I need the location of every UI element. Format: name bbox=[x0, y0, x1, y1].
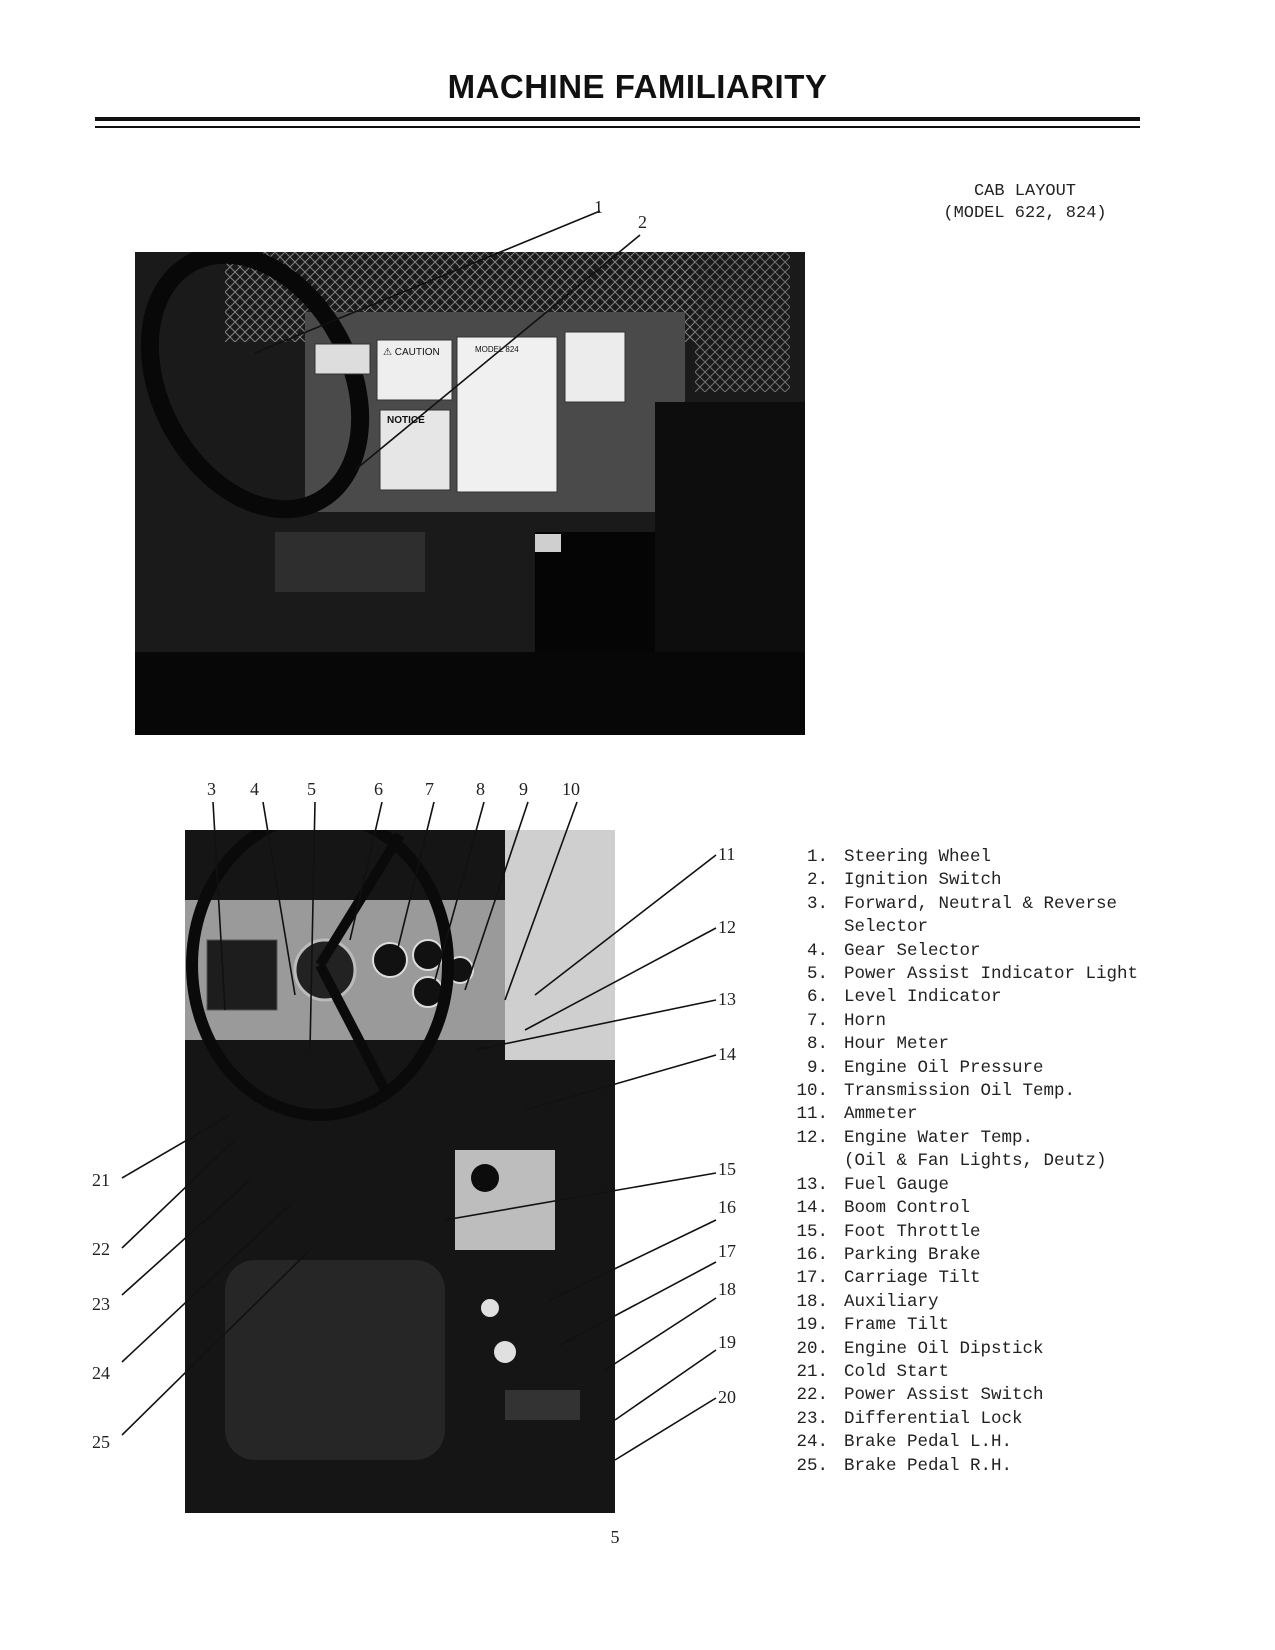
legend-number: 19. bbox=[796, 1315, 828, 1336]
legend-label: Foot Throttle bbox=[844, 1221, 981, 1242]
legend-label: Transmission Oil Temp. bbox=[844, 1081, 1076, 1102]
legend-row bbox=[770, 1408, 1138, 1431]
callout-21: 21 bbox=[92, 1170, 110, 1190]
legend-label: Ammeter bbox=[844, 1104, 918, 1125]
legend-number: 11. bbox=[796, 1104, 828, 1125]
callout-2: 2 bbox=[638, 212, 647, 232]
legend-label: Selector bbox=[844, 917, 929, 938]
legend-row bbox=[770, 1197, 1138, 1220]
legend-label: Frame Tilt bbox=[844, 1315, 950, 1336]
page-title: MACHINE FAMILIARITY bbox=[447, 68, 828, 105]
legend-number: 6. bbox=[806, 987, 828, 1008]
callout-6: 6 bbox=[374, 779, 383, 799]
legend-row bbox=[770, 1010, 1138, 1033]
legend-label: Engine Oil Dipstick bbox=[844, 1338, 1044, 1359]
legend-label: (Oil & Fan Lights, Deutz) bbox=[844, 1151, 1107, 1172]
legend-row bbox=[770, 1057, 1138, 1080]
legend-row bbox=[770, 1431, 1138, 1454]
callout-16: 16 bbox=[718, 1197, 736, 1217]
legend-number: 12. bbox=[796, 1127, 828, 1148]
caution-decal-text: ⚠ CAUTION bbox=[383, 347, 440, 358]
callout-22: 22 bbox=[92, 1239, 110, 1259]
callout-25: 25 bbox=[92, 1432, 110, 1452]
title-rule-thin bbox=[95, 126, 1140, 128]
legend-number: 20. bbox=[796, 1338, 828, 1359]
caption-line-1: CAB LAYOUT bbox=[973, 182, 1077, 201]
callout-8: 8 bbox=[476, 779, 485, 799]
legend-label: Auxiliary bbox=[844, 1291, 939, 1312]
legend-number: 21. bbox=[796, 1361, 828, 1382]
callout-23: 23 bbox=[92, 1294, 110, 1314]
caption-line-2: (MODEL 622, 824) bbox=[943, 204, 1107, 223]
legend-row bbox=[770, 846, 1138, 869]
legend-number: 5. bbox=[806, 964, 828, 985]
legend-number: 2. bbox=[806, 870, 828, 891]
legend-number: 9. bbox=[806, 1057, 828, 1078]
callout-3: 3 bbox=[207, 779, 216, 799]
legend-label: Forward, Neutral & Reverse bbox=[844, 893, 1118, 914]
callout-13: 13 bbox=[718, 989, 736, 1009]
model-decal-text: MODEL 824 bbox=[475, 345, 519, 354]
legend-number: 10. bbox=[796, 1081, 828, 1102]
legend-label: Steering Wheel bbox=[844, 847, 992, 867]
legend-number: 22. bbox=[796, 1385, 828, 1406]
legend-label: Hour Meter bbox=[844, 1034, 950, 1055]
legend-number bbox=[770, 1150, 828, 1173]
legend-label: Fuel Gauge bbox=[844, 1174, 950, 1195]
legend-row bbox=[770, 1455, 1138, 1478]
legend-row bbox=[770, 1103, 1138, 1126]
legend-row bbox=[770, 1080, 1138, 1103]
parts-legend bbox=[770, 846, 1138, 1478]
legend-row bbox=[770, 1361, 1138, 1384]
legend-number: 1. bbox=[806, 847, 828, 867]
legend-label: Ignition Switch bbox=[844, 870, 1002, 891]
callout-5: 5 bbox=[307, 779, 316, 799]
legend-label: Boom Control bbox=[844, 1198, 971, 1219]
legend-row bbox=[770, 1267, 1138, 1290]
legend-number: 23. bbox=[796, 1408, 828, 1429]
callout-10: 10 bbox=[562, 779, 580, 799]
legend-row bbox=[770, 1338, 1138, 1361]
legend-row bbox=[770, 1291, 1138, 1314]
legend-row bbox=[770, 963, 1138, 986]
figure-caption bbox=[910, 181, 1140, 225]
legend-label: Differential Lock bbox=[844, 1408, 1023, 1429]
legend-row bbox=[770, 1221, 1138, 1244]
legend-row bbox=[770, 1127, 1138, 1150]
legend-label: Brake Pedal L.H. bbox=[844, 1432, 1013, 1453]
cab-photo-bottom-drawing bbox=[185, 830, 615, 1513]
legend-number: 18. bbox=[796, 1291, 828, 1312]
page-number: 5 bbox=[610, 1527, 620, 1547]
legend-label: Power Assist Indicator Light bbox=[844, 964, 1139, 985]
legend-number: 4. bbox=[806, 940, 828, 961]
legend-number: 13. bbox=[796, 1174, 828, 1195]
callout-4: 4 bbox=[250, 779, 259, 799]
legend-number: 17. bbox=[796, 1268, 828, 1289]
cab-photo-top-drawing bbox=[135, 252, 805, 735]
notice-decal-text: NOTICE bbox=[387, 415, 425, 426]
callout-14: 14 bbox=[718, 1044, 736, 1064]
callout-11: 11 bbox=[718, 844, 736, 864]
callout-1: 1 bbox=[594, 197, 603, 217]
legend-row bbox=[770, 869, 1138, 892]
callout-9: 9 bbox=[519, 779, 528, 799]
legend-label: Gear Selector bbox=[844, 940, 981, 961]
cab-photo-bottom bbox=[185, 830, 615, 1513]
legend-row bbox=[770, 1174, 1138, 1197]
legend-row bbox=[770, 986, 1138, 1009]
callout-18: 18 bbox=[718, 1279, 736, 1299]
legend-row bbox=[770, 1314, 1138, 1337]
callout-12: 12 bbox=[718, 917, 736, 937]
legend-label: Carriage Tilt bbox=[844, 1268, 981, 1289]
legend-label: Engine Oil Pressure bbox=[844, 1057, 1044, 1078]
legend-number: 16. bbox=[796, 1244, 828, 1265]
legend-row bbox=[770, 893, 1138, 916]
legend-number: 15. bbox=[796, 1221, 828, 1242]
legend-label: Power Assist Switch bbox=[844, 1385, 1044, 1406]
legend-row bbox=[770, 940, 1138, 963]
legend-number: 7. bbox=[806, 1010, 828, 1031]
legend-row bbox=[770, 1244, 1138, 1267]
legend-number: 8. bbox=[806, 1034, 828, 1055]
legend-row bbox=[770, 1384, 1138, 1407]
callout-24: 24 bbox=[92, 1363, 110, 1383]
legend-number: 25. bbox=[796, 1455, 828, 1476]
callout-15: 15 bbox=[718, 1159, 736, 1179]
legend-number bbox=[770, 916, 828, 939]
legend-number: 24. bbox=[796, 1432, 828, 1453]
title-rule-thick bbox=[95, 117, 1140, 121]
legend-number: 14. bbox=[796, 1198, 828, 1219]
callout-17: 17 bbox=[718, 1241, 736, 1261]
cab-photo-top bbox=[135, 252, 805, 735]
legend-label: Engine Water Temp. bbox=[844, 1127, 1034, 1148]
callout-20: 20 bbox=[718, 1387, 736, 1407]
legend-row bbox=[770, 1033, 1138, 1056]
legend-label: Cold Start bbox=[844, 1361, 950, 1382]
legend-number: 3. bbox=[806, 893, 828, 914]
legend-row bbox=[770, 916, 1138, 939]
legend-label: Level Indicator bbox=[844, 987, 1002, 1008]
callout-7: 7 bbox=[425, 779, 434, 799]
legend-label: Horn bbox=[844, 1010, 887, 1031]
legend-row bbox=[770, 1150, 1138, 1173]
legend-label: Parking Brake bbox=[844, 1244, 981, 1265]
callout-19: 19 bbox=[718, 1332, 736, 1352]
legend-label: Brake Pedal R.H. bbox=[844, 1455, 1013, 1476]
